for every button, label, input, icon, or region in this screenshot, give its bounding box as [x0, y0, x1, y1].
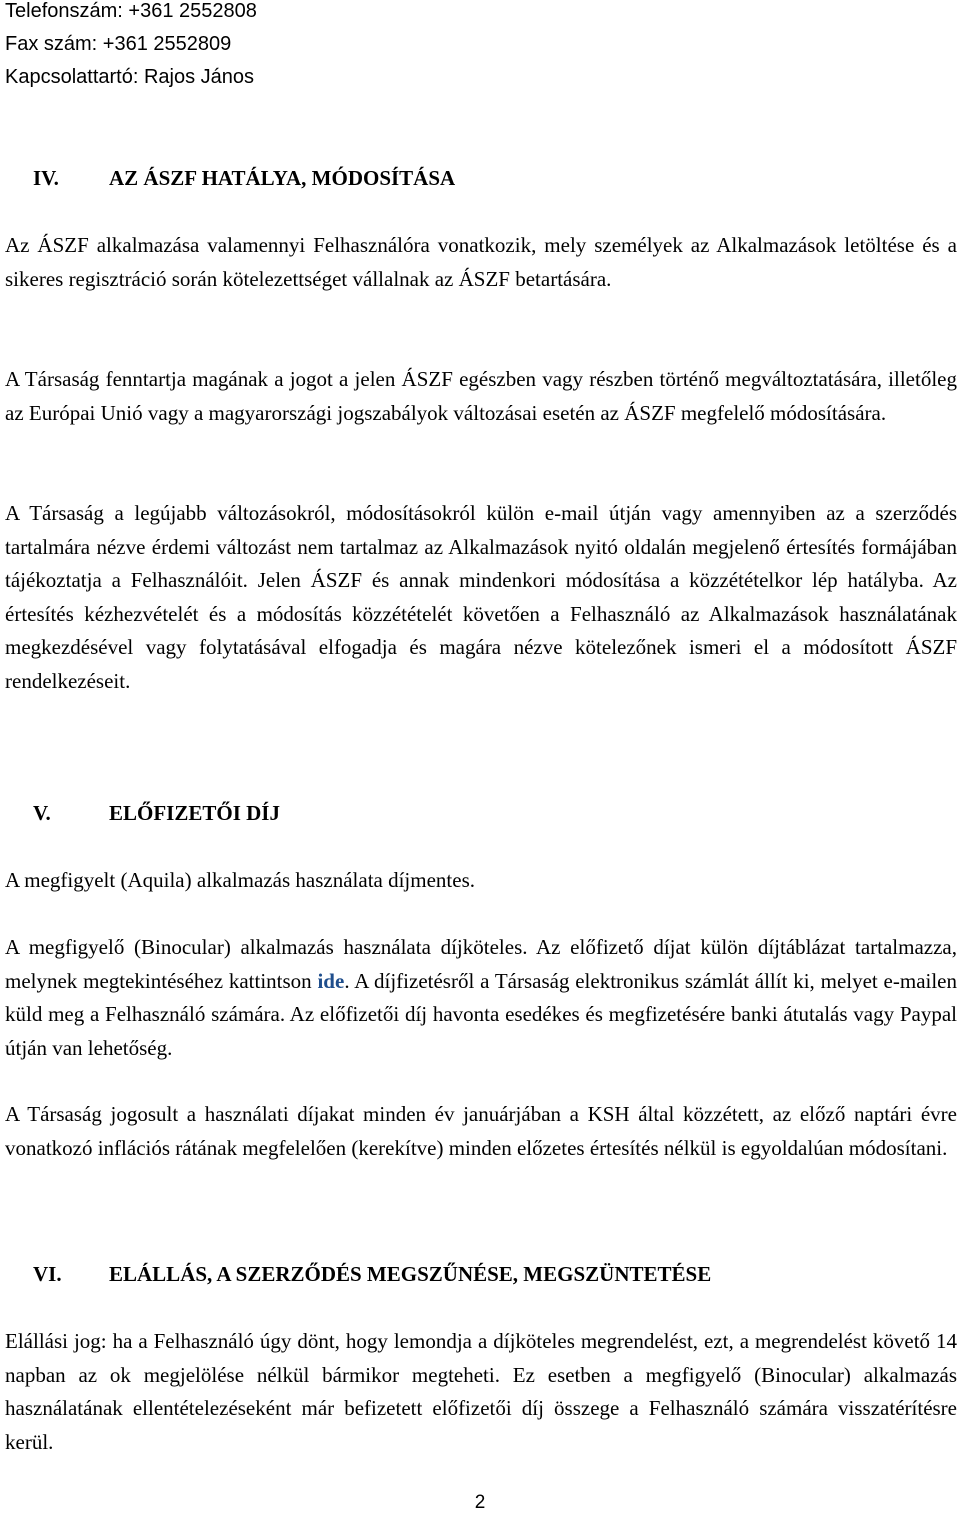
- contact-person: Kapcsolattartó: Rajos János: [5, 66, 255, 88]
- section-vi-heading: [5, 1258, 711, 1292]
- price-table-link[interactable]: ide: [317, 968, 345, 993]
- section-v-paragraph-2: [5, 931, 957, 1065]
- section-iv-paragraph-1: Az ÁSZF alkalmazása valamennyi Felhasználóra vonatkozik, mely személyek az Alkalmazások letöltése és a sikeres regisztráció során kötelezettséget vállalnak az ÁSZF betartására.: [5, 233, 957, 291]
- section-iv-number: IV.: [33, 166, 59, 190]
- contact-block: [5, 0, 257, 94]
- section-v-heading: [5, 797, 280, 831]
- section-vi-title: ELÁLLÁS, A SZERZŐDÉS MEGSZŰNÉSE, MEGSZÜNTETÉSE: [109, 1262, 712, 1286]
- section-iv-heading: [5, 162, 455, 196]
- section-v-title: ELŐFIZETŐI DÍJ: [109, 801, 280, 825]
- section-vi-paragraph-1: Elállási jog: ha a Felhasználó úgy dönt, hogy lemondja a díjköteles megrendelést, ezt, a megrendelést követő 14 napban az ok megjelölése nélkül bármikor megteheti. Ez esetben a megfigyelő (Binocular) alkalmazás használatának ellentételezéseként már befizetett előfizetői díj összege a Felhasználó számára visszatérítésre kerül.: [5, 1329, 957, 1454]
- section-v-paragraph-1: A megfigyelt (Aquila) alkalmazás használata díjmentes.: [5, 868, 475, 892]
- section-iv-paragraph-2: A Társaság fenntartja magának a jogot a jelen ÁSZF egészben vagy részben történő megváltoztatására, illetőleg az Európai Unió vagy a magyarországi jogszabályok változásai esetén az ÁSZF megfelelő módosítására.: [5, 367, 957, 425]
- section-vi-number: VI.: [33, 1262, 62, 1286]
- page-number: 2: [474, 1492, 486, 1513]
- section-iv-title: AZ ÁSZF HATÁLYA, MÓDOSÍTÁSA: [109, 166, 456, 190]
- contact-fax: Fax szám: +361 2552809: [5, 33, 232, 55]
- section-v-number: V.: [33, 801, 51, 825]
- contact-phone: Telefonszám: +361 2552808: [5, 0, 257, 22]
- section-v-paragraph-2-text-a: A megfigyelő (Binocular) alkalmazás használata díjköteles. Az előfizető díjat külön díjtáblázat tartalmazza, melynek megtekintéséhez kattintson: [5, 935, 957, 993]
- section-v-paragraph-3: A Társaság jogosult a használati díjakat minden év januárjában a KSH által közzétett, az előző naptári évre vonatkozó inflációs rátának megfelelően (kerekítve) minden előzetes értesítés nélkül is egyoldalúan módosítani.: [5, 1102, 957, 1160]
- section-iv-paragraph-3: A Társaság a legújabb változásokról, módosításokról külön e-mail útján vagy amennyiben az a szerződés tartalmára nézve érdemi változást nem tartalmaz az Alkalmazások nyitó oldalán megjelenő értesítés formájában tájékoztatja a Felhasználóit. Jelen ÁSZF és annak mindenkori módosítása a közzétételkor lép hatályba. Az értesítés kézhezvételét és a módosítás közzétételét követően a Felhasználó az Alkalmazások használatának megkezdésével vagy folytatásával elfogadja és magára nézve kötelezőnek ismeri el a módosított ÁSZF rendelkezéseit.: [5, 501, 957, 693]
- section-v-paragraph-2-text-b: . A díjfizetésről a Társaság elektronikus számlát állít ki, melyet e-mailen küld meg a Felhasználó számára. Az előfizetői díj havonta esedékes és megfizetésére banki átutalás vagy Paypal útján van lehetőség.: [5, 968, 958, 1060]
